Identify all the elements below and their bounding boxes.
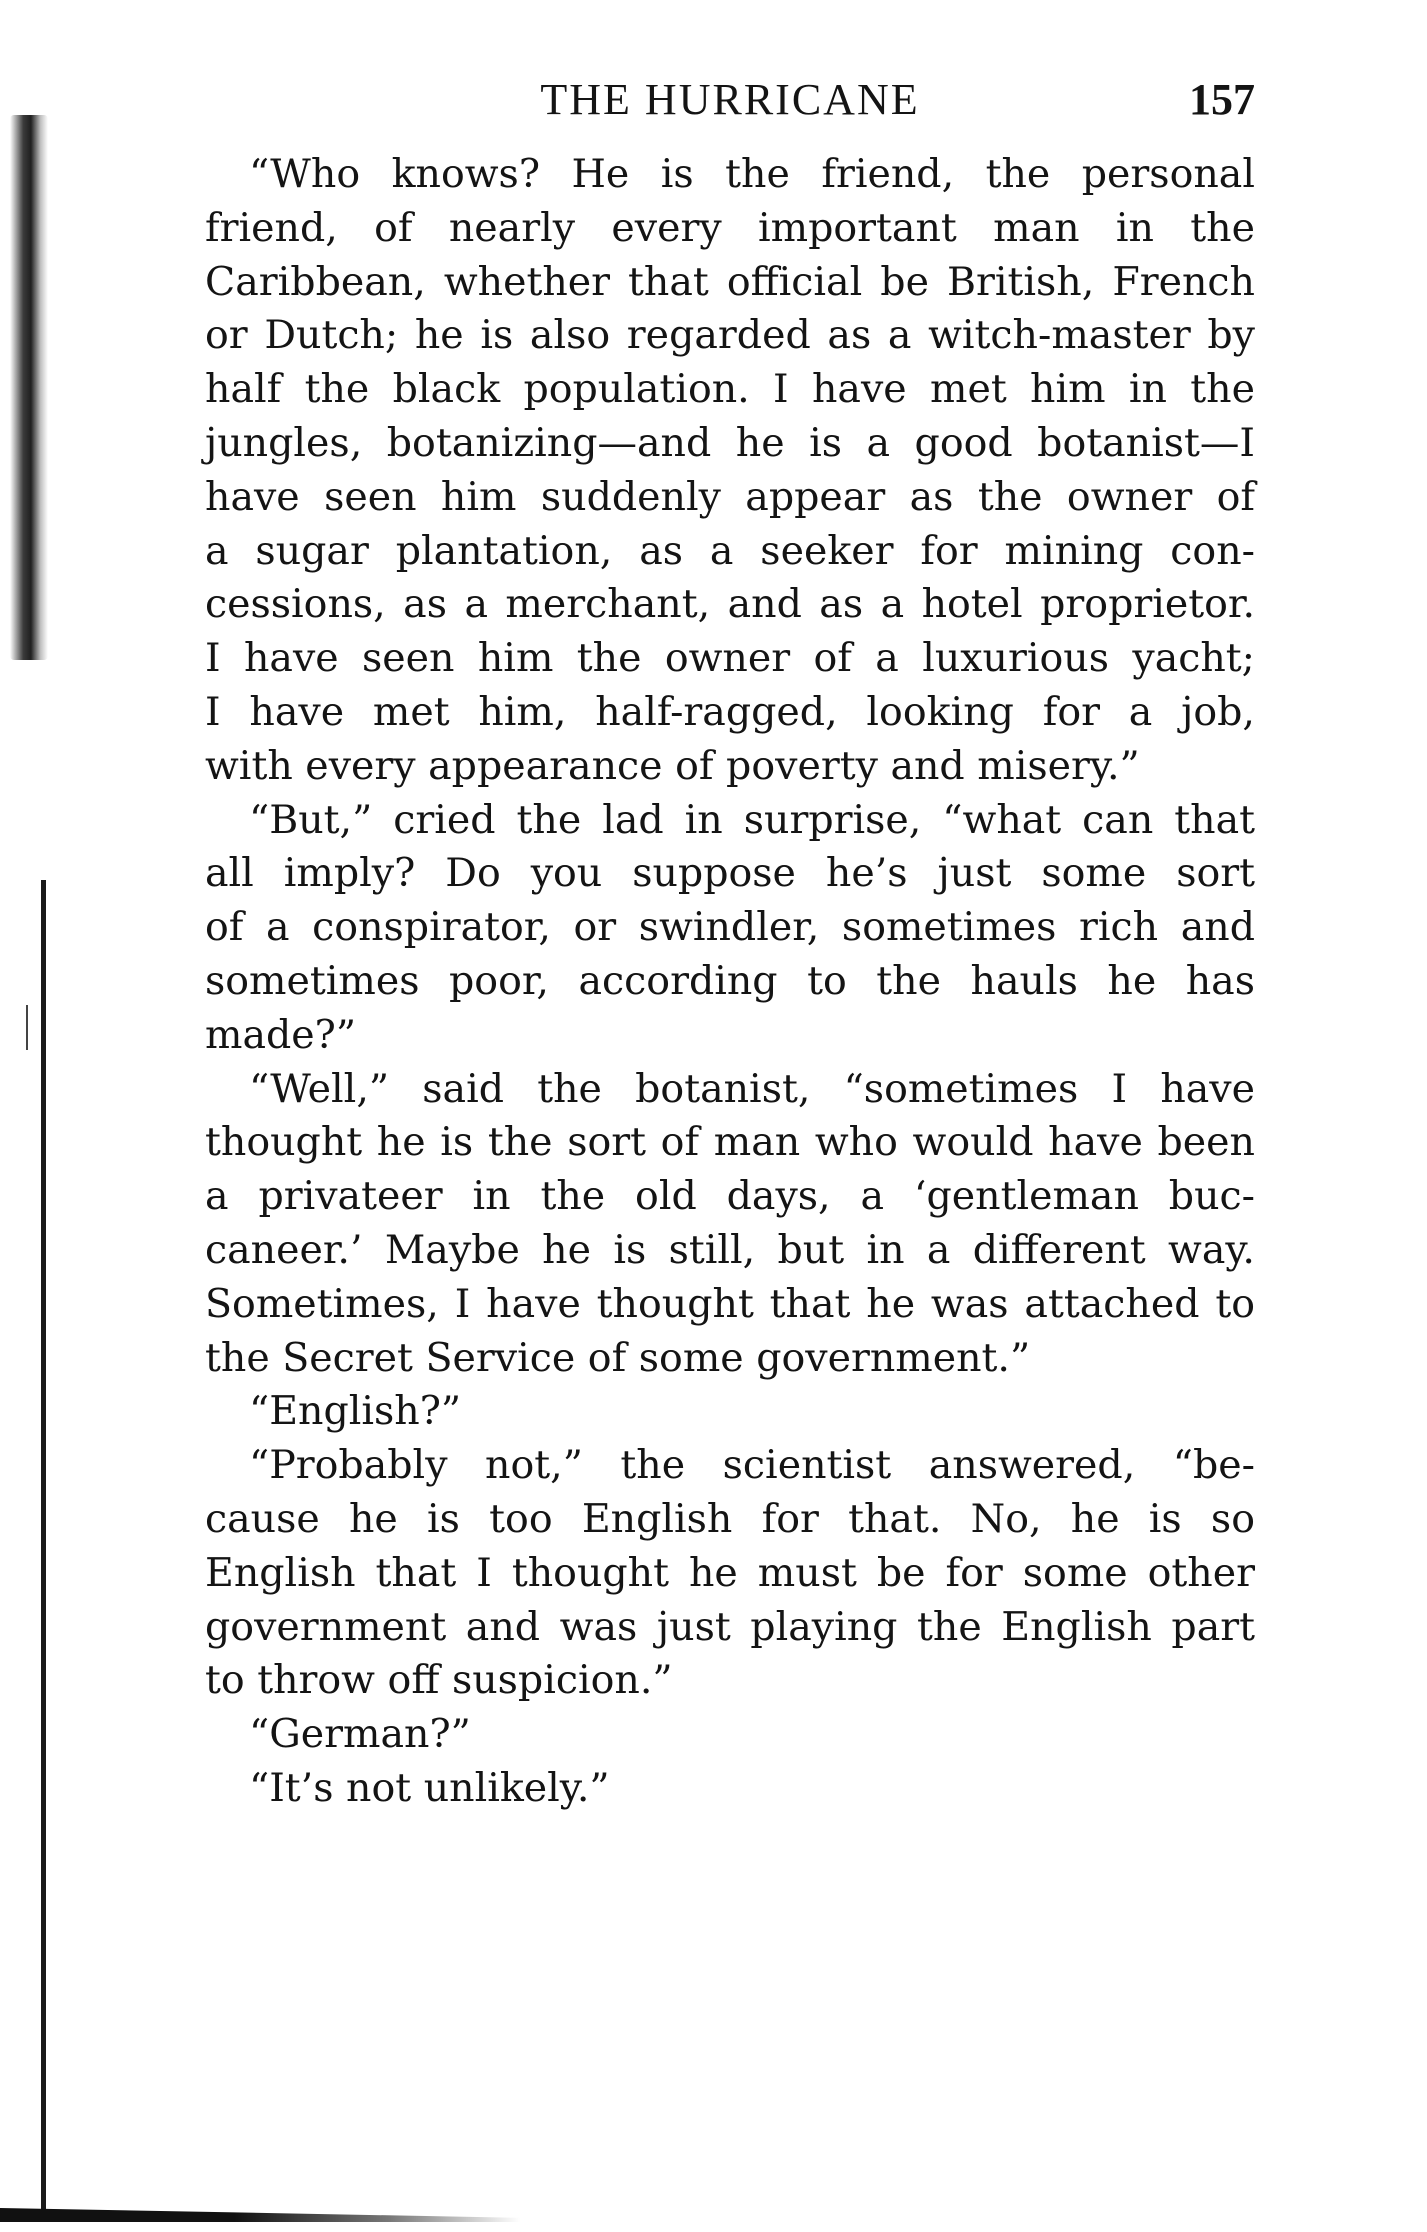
text-line: Caribbean, whether that official be British, French [205,258,1255,305]
text-line: “Probably not,” the scientist answered, “be- [249,1442,1255,1489]
page-number: 157 [1189,75,1255,124]
text-line: made?” [205,1011,357,1058]
running-header [205,70,1255,130]
text-line: all imply? Do you suppose he’s just some sort [205,850,1255,897]
text-line: with every appearance of poverty and misery.” [205,742,1140,789]
text-line: to throw off suspicion.” [205,1657,673,1704]
text-line: caneer.’ Maybe he is still, but in a different way. [205,1226,1255,1273]
binding-shadow [10,115,48,660]
text-line: “German?” [249,1711,471,1758]
running-title: THE HURRICANE [540,75,920,124]
text-line: thought he is the sort of man who would have been [205,1119,1255,1166]
text-line: “English?” [249,1388,462,1435]
text-line: or Dutch; he is also regarded as a witch-master by [205,312,1255,359]
text-line: half the black population. I have met him in the [205,366,1255,413]
text-line: Sometimes, I have thought that he was attached to [205,1280,1255,1327]
text-line: have seen him suddenly appear as the owner of [205,473,1255,520]
text-line: cause he is too English for that. No, he is so [205,1495,1255,1542]
page-bottom-edge [0,2208,520,2222]
text-line: government and was just playing the English part [205,1603,1255,1650]
text-line: a privateer in the old days, a ‘gentleman buc- [205,1173,1255,1220]
text-line: English that I thought he must be for some other [205,1549,1255,1596]
text-line: cessions, as a merchant, and as a hotel proprietor. [205,581,1255,628]
text-line: friend, of nearly every important man in the [205,204,1255,251]
text-line: I have seen him the owner of a luxurious yacht; [205,635,1255,682]
text-line: sometimes poor, according to the hauls he has [205,957,1255,1004]
text-line: “But,” cried the lad in surprise, “what can that [249,796,1255,843]
text-line: of a conspirator, or swindler, sometimes rich and [205,904,1255,951]
text-line: the Secret Service of some government.” [205,1334,1031,1381]
text-line: “Well,” said the botanist, “sometimes I have [249,1065,1255,1112]
text-line: I have met him, half-ragged, looking for a job, [205,688,1255,735]
text-line: “It’s not unlikely.” [249,1764,610,1811]
text-line: “Who knows? He is the friend, the personal [249,151,1255,197]
text-line: a sugar plantation, as a seeker for mining con- [205,527,1255,574]
binding-edge-line [41,880,46,2215]
text-line: jungles, botanizing—and he is a good botanist—I [205,419,1255,466]
binding-mark [26,1005,28,1050]
body-text [205,148,1255,1816]
